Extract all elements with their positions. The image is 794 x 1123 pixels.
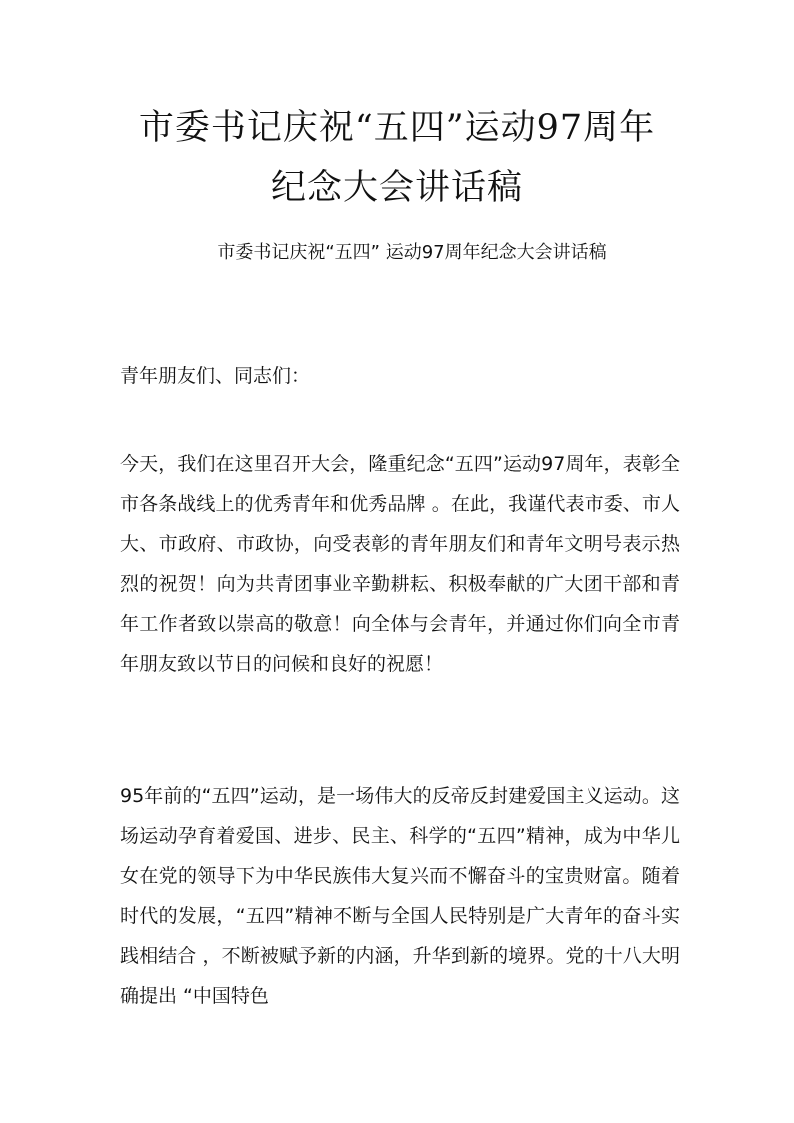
body-paragraph: 95年前的“五四”运动，是一场伟大的反帝反封建爱国主义运动。这场运动孕育着爱国、进步、民主、科学的“五四”精神，成为中华儿女在党的领导下为中华民族伟大复兴而不懈奋斗的宝贵财富。随着时代的发展，“五四”精神不断与全国人民特别是广大青年的奋斗实践相结合 ，不断被赋予新的内涵，升华到新的境界。党的十八大明确提出 “中国特色	[120, 785, 680, 1007]
salutation: 青年朋友们、同志们：	[120, 365, 311, 387]
document-subtitle: 市委书记庆祝“五四” 运动97周年纪念大会讲话稿	[217, 242, 607, 263]
document-title-line-1: 市委书记庆祝“五四”运动97周年	[138, 108, 656, 148]
body-paragraph: 今天，我们在这里召开大会，隆重纪念“五四”运动97周年，表彰全市各条战线上的优秀青年和优秀品牌 。在此，我谨代表市委、市人大、市政府、市政协，向受表彰的青年朋友们和青年文明号表示热烈的祝贺！向为共青团事业辛勤耕耘、积极奉献的广大团干部和青年工作者致以崇高的敬意！向全体与会青年，并通过你们向全市青年朋友致以节日的问候和良好的祝愿！	[120, 453, 680, 675]
document-title-line-2: 纪念大会讲话稿	[270, 168, 523, 208]
